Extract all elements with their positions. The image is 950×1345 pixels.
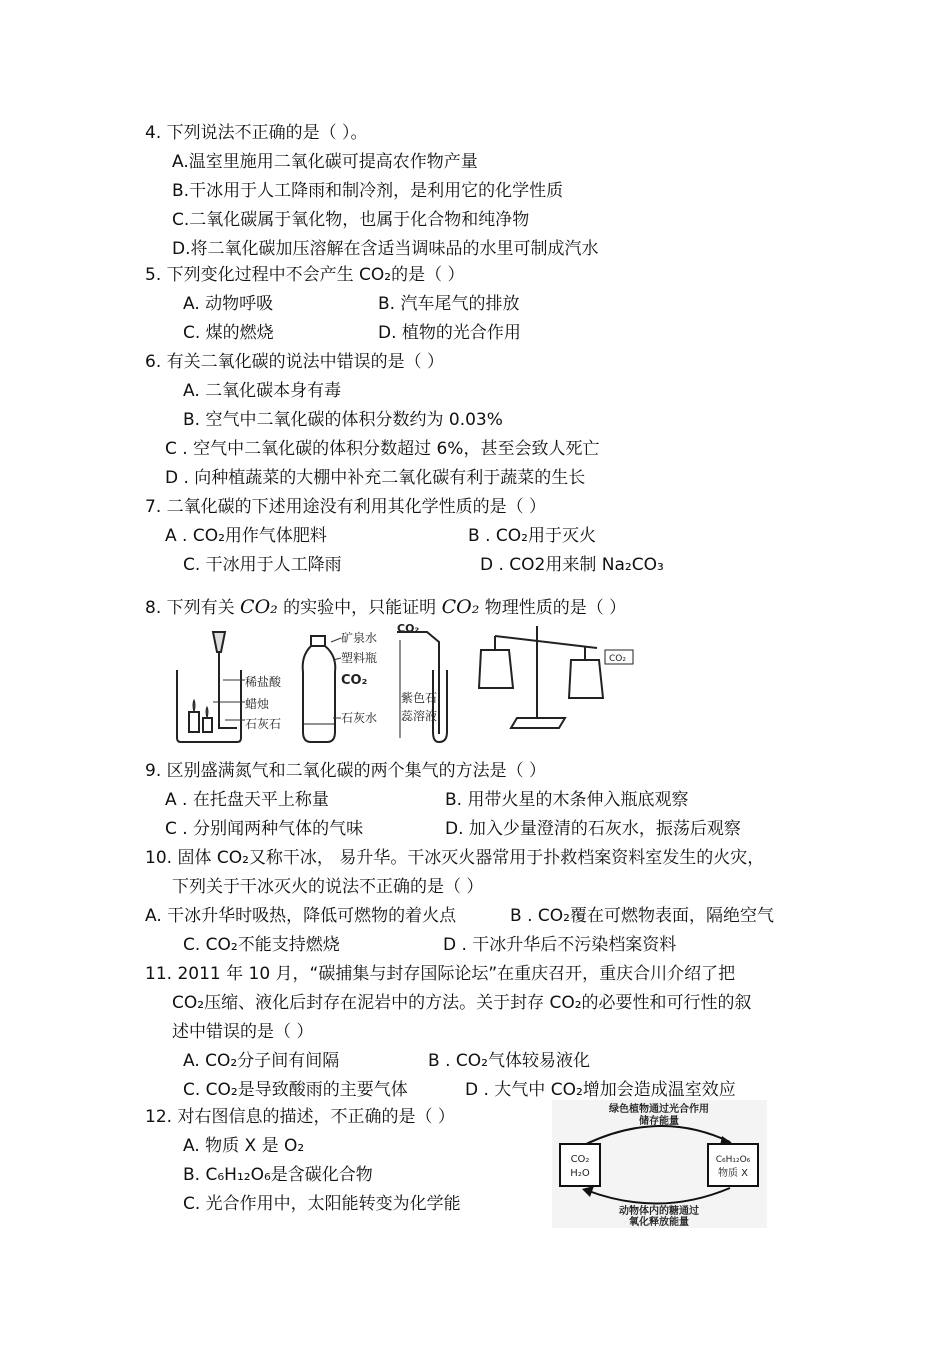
label-co2-tube: CO₂ <box>397 622 420 635</box>
q10-option-c: C. CO₂不能支持燃烧 <box>183 935 340 955</box>
q11-stem-line3: 述中错误的是（ ） <box>172 1022 314 1042</box>
q8-experiment-figure <box>165 620 645 750</box>
balance <box>479 626 633 728</box>
q5-option-d: D. 植物的光合作用 <box>378 323 521 343</box>
q9-stem: 9. 区别盛满氮气和二氧化碳的两个集气的方法是（ ） <box>145 761 547 781</box>
beaker-apparatus <box>177 632 241 742</box>
fig-top-label-1: 绿色植物通过光合作用 <box>609 1104 709 1115</box>
q8-stem <box>145 596 626 619</box>
q12-option-c: C. 光合作用中，太阳能转变为化学能 <box>183 1194 461 1214</box>
q7-stem: 7. 二氧化碳的下述用途没有利用其化学性质的是（ ） <box>145 497 547 517</box>
q7-option-c: C. 干冰用于人工降雨 <box>183 555 342 575</box>
q5-stem: 5. 下列变化过程中不会产生 CO₂的是（ ） <box>145 265 465 285</box>
q4-option-b: B.干冰用于人工降雨和制冷剂，是利用它的化学性质 <box>172 181 564 201</box>
q5-option-a: A. 动物呼吸 <box>183 294 274 314</box>
q11-option-a: A. CO₂分子间有间隔 <box>183 1051 340 1071</box>
q12-option-b: B. C₆H₁₂O₆是含碳化合物 <box>183 1165 373 1185</box>
q4-stem: 4. 下列说法不正确的是（ ）。 <box>145 123 368 143</box>
q9-option-a: A . 在托盘天平上称量 <box>165 790 329 810</box>
q5-option-b: B. 汽车尾气的排放 <box>378 294 520 314</box>
fig-box-right-1: C₆H₁₂O₆ <box>715 1155 751 1165</box>
q5-option-c: C. 煤的燃烧 <box>183 323 274 343</box>
q10-option-d: D . 干冰升华后不污染档案资料 <box>443 935 677 955</box>
q11-option-b: B . CO₂气体较易液化 <box>428 1051 590 1071</box>
q10-stem-line1: 10. 固体 CO₂又称干冰， 易升华。干冰灭火器常用于扑救档案资料室发生的火灾， <box>145 848 765 868</box>
q8-co2-formula-1: CO₂ <box>240 596 278 618</box>
box-reactants <box>560 1144 600 1186</box>
label-litmus-1: 紫色石 <box>401 691 438 705</box>
q8-co2-formula-2: CO₂ <box>441 596 480 618</box>
q8-stem-post: 物理性质的是（ ） <box>484 598 627 618</box>
label-co2-bag: CO₂ <box>609 654 626 664</box>
q12-option-a: A. 物质 X 是 O₂ <box>183 1136 305 1156</box>
q12-stem: 12. 对右图信息的描述，不正确的是（ ） <box>145 1107 455 1127</box>
box-products <box>708 1144 758 1186</box>
q6-option-b: B. 空气中二氧化碳的体积分数约为 0.03% <box>183 410 503 430</box>
q9-option-c: C . 分别闻两种气体的气味 <box>165 819 364 839</box>
q4-option-a: A.温室里施用二氧化碳可提高农作物产量 <box>172 152 478 172</box>
fig-box-left-2: H₂O <box>570 1168 590 1179</box>
label-co2-bottle: CO₂ <box>341 673 368 688</box>
q7-option-b: B . CO₂用于灭火 <box>468 526 596 546</box>
label-limestone: 石灰石 <box>245 717 282 731</box>
q11-stem-line1: 11. 2011 年 10 月，“碳捕集与封存国际论坛”在重庆召开，重庆合川介绍了把 <box>145 964 736 984</box>
fig-bottom-label-1: 动物体内的糖通过 <box>619 1206 699 1217</box>
fig-box-right-2: 物质 X <box>717 1168 749 1179</box>
label-litmus-2: 蕊溶液 <box>401 709 438 723</box>
label-plastic-bottle: 塑料瓶 <box>341 651 378 665</box>
q12-cycle-figure <box>552 1100 767 1228</box>
label-mineral-water: 矿泉水 <box>341 631 378 645</box>
q10-option-a: A. 干冰升华时吸热，降低可燃物的着火点 <box>145 906 457 926</box>
fig-top-label-2: 储存能量 <box>639 1116 679 1127</box>
label-candle: 蜡烛 <box>245 697 270 711</box>
q7-option-d: D . CO2用来制 Na₂CO₃ <box>480 555 664 575</box>
fig-box-left-1: CO₂ <box>570 1154 590 1165</box>
q11-option-c: C. CO₂是导致酸雨的主要气体 <box>183 1080 408 1100</box>
q10-option-b: B . CO₂覆在可燃物表面，隔绝空气 <box>510 906 774 926</box>
q8-stem-pre: 8. 下列有关 <box>145 598 235 618</box>
q11-stem-line2: CO₂压缩、液化后封存在泥岩中的方法。关于封存 CO₂的必要性和可行性的叙 <box>172 993 752 1013</box>
q10-stem-line2: 下列关于干冰灭火的说法不正确的是（ ） <box>172 877 484 897</box>
q6-option-d: D . 向种植蔬菜的大棚中补充二氧化碳有利于蔬菜的生长 <box>165 468 586 488</box>
q8-stem-mid: 的实验中，只能证明 <box>283 598 437 618</box>
q9-option-b: B. 用带火星的木条伸入瓶底观察 <box>445 790 689 810</box>
fig-bottom-label-2: 氧化释放能量 <box>629 1217 689 1228</box>
q11-option-d: D . 大气中 CO₂增加会造成温室效应 <box>465 1080 736 1100</box>
q6-stem: 6. 有关二氧化碳的说法中错误的是（ ） <box>145 352 445 372</box>
q6-option-a: A. 二氧化碳本身有毒 <box>183 381 342 401</box>
q4-option-c: C.二氧化碳属于氧化物，也属于化合物和纯净物 <box>172 210 530 230</box>
test-tube <box>397 632 447 742</box>
q9-option-d: D. 加入少量澄清的石灰水，振荡后观察 <box>445 819 741 839</box>
q4-option-d: D.将二氧化碳加压溶解在含适当调味品的水里可制成汽水 <box>172 239 599 259</box>
q7-option-a: A . CO₂用作气体肥料 <box>165 526 327 546</box>
label-dilute-hcl: 稀盐酸 <box>245 675 282 689</box>
label-limewater: 石灰水 <box>341 711 378 725</box>
plastic-bottle <box>303 636 336 742</box>
q6-option-c: C . 空气中二氧化碳的体积分数超过 6%，甚至会致人死亡 <box>165 439 600 459</box>
